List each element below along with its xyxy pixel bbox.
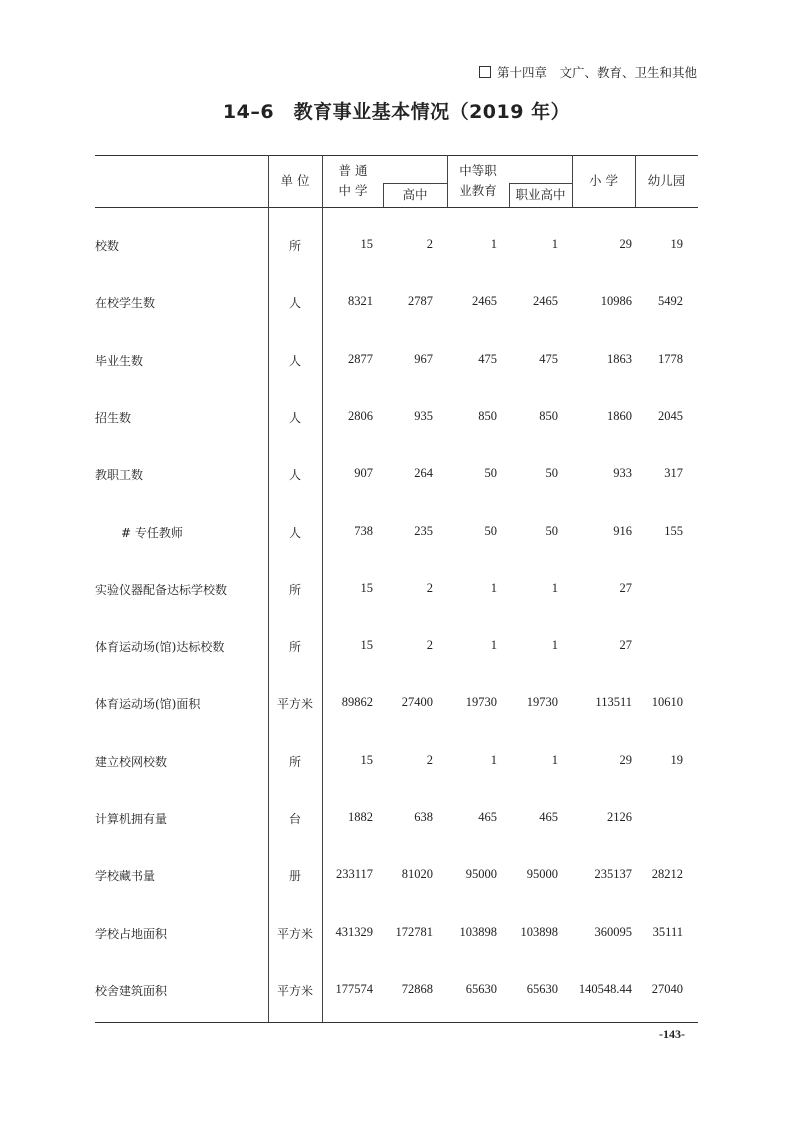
header-primary: 小 学 <box>589 173 618 188</box>
row-value: 1863 <box>607 351 632 366</box>
row-value: 2126 <box>607 810 632 824</box>
row-value: 465 <box>478 810 497 824</box>
row-value: 19 <box>670 237 683 251</box>
row-value: 1860 <box>607 408 632 423</box>
row-value: 177574 <box>335 981 373 996</box>
row-value: 19730 <box>465 695 497 710</box>
header-divider <box>447 155 448 207</box>
row-label: 毕业生数 <box>95 353 144 368</box>
row-value: 2 <box>426 237 433 251</box>
row-value: 95000 <box>526 867 558 882</box>
row-value: 50 <box>545 523 558 538</box>
row-unit: 人 <box>288 468 301 483</box>
row-value: 235137 <box>594 867 632 882</box>
row-label: 学校藏书量 <box>95 869 156 884</box>
row-label: 校数 <box>95 239 120 253</box>
header-kindergarten: 幼儿园 <box>647 173 686 188</box>
page-title: 14–6 教育事业基本情况（2019 年） <box>222 101 571 123</box>
row-value: 475 <box>539 351 558 366</box>
row-value: 15 <box>360 752 373 767</box>
row-value: 50 <box>545 466 558 481</box>
row-value: 65630 <box>526 981 558 996</box>
table-header-rule <box>95 207 698 208</box>
row-value: 1 <box>490 752 497 767</box>
row-value: 89862 <box>341 695 373 710</box>
page-number: -143- <box>659 1027 685 1041</box>
header-subrule <box>383 183 447 184</box>
table-row <box>95 466 698 486</box>
row-value: 15 <box>360 638 373 653</box>
table-row <box>95 581 698 601</box>
row-value: 5492 <box>658 294 683 309</box>
row-value: 233117 <box>335 867 373 882</box>
running-head <box>479 63 697 81</box>
row-value: 72868 <box>401 981 433 996</box>
row-value: 2465 <box>533 294 558 309</box>
row-value: 2045 <box>658 408 683 423</box>
row-label: 教职工数 <box>95 468 144 483</box>
row-value: 465 <box>539 810 558 824</box>
row-value: 2806 <box>348 408 373 423</box>
row-value: 172781 <box>395 924 433 939</box>
row-unit: 平方米 <box>276 926 313 941</box>
row-label: # 专任教师 <box>121 525 183 540</box>
row-value: 2 <box>426 638 433 653</box>
row-value: 317 <box>664 466 683 481</box>
table-row <box>95 982 698 1002</box>
row-value: 27 <box>619 580 632 595</box>
row-unit: 平方米 <box>276 983 313 998</box>
row-value: 140548.44 <box>578 981 632 996</box>
row-value: 235 <box>414 523 433 538</box>
table-row <box>95 867 698 887</box>
row-value: 850 <box>478 408 497 423</box>
row-value: 850 <box>539 408 558 423</box>
row-label: 体育运动场(馆)面积 <box>95 697 201 712</box>
row-value: 19730 <box>526 695 558 710</box>
row-value: 1 <box>551 638 558 653</box>
row-value: 907 <box>354 466 373 481</box>
header-high-school: 高中 <box>402 187 428 202</box>
row-value: 8321 <box>348 294 373 309</box>
row-value: 1 <box>490 638 497 653</box>
row-unit: 人 <box>288 296 301 311</box>
header-general-middle-1: 普 通 <box>338 163 368 178</box>
row-value: 113511 <box>595 695 632 710</box>
header-secondary-vocational-1: 中等职 <box>459 163 497 178</box>
row-unit: 人 <box>288 353 301 368</box>
statistics-table <box>95 155 698 1023</box>
table-row <box>95 409 698 429</box>
table-row <box>95 524 698 544</box>
row-value: 50 <box>484 466 497 481</box>
row-label: 校舍建筑面积 <box>95 983 168 998</box>
table-top-rule <box>95 155 698 156</box>
row-value: 2465 <box>472 294 497 309</box>
table-row <box>95 925 698 945</box>
table-row <box>95 810 698 830</box>
row-value: 1 <box>551 580 558 595</box>
row-value: 10610 <box>651 695 683 710</box>
table-row <box>95 237 698 257</box>
row-value: 103898 <box>459 924 497 939</box>
row-value: 27 <box>619 638 632 653</box>
row-value: 738 <box>354 523 373 538</box>
row-value: 10986 <box>600 294 632 309</box>
square-icon <box>479 66 491 78</box>
row-value: 28212 <box>651 867 683 882</box>
row-value: 50 <box>484 523 497 538</box>
row-label: 建立校网校数 <box>95 754 168 769</box>
row-value: 29 <box>619 237 632 251</box>
row-label: 招生数 <box>95 410 132 425</box>
row-value: 27400 <box>401 695 433 710</box>
row-value: 15 <box>360 580 373 595</box>
row-value: 967 <box>414 351 433 366</box>
row-value: 638 <box>414 810 433 824</box>
row-label: 学校占地面积 <box>95 926 168 941</box>
row-value: 35111 <box>652 924 683 939</box>
row-value: 1 <box>490 237 497 251</box>
row-label: 实验仪器配备达标学校数 <box>95 582 228 597</box>
row-value: 264 <box>414 466 433 481</box>
header-secondary-vocational-2: 业教育 <box>459 183 497 198</box>
row-unit: 人 <box>288 525 301 540</box>
row-value: 27040 <box>651 981 683 996</box>
row-value: 2 <box>426 580 433 595</box>
table-row <box>95 352 698 372</box>
header-vocational-high: 职业高中 <box>515 187 566 202</box>
row-value: 81020 <box>401 867 433 882</box>
row-value: 155 <box>664 523 683 538</box>
row-value: 1778 <box>658 351 683 366</box>
row-value: 65630 <box>465 981 497 996</box>
row-value: 933 <box>613 466 632 481</box>
running-head-text: 第十四章 文广、教育、卫生和其他 <box>496 65 697 80</box>
table-row <box>95 753 698 773</box>
row-value: 1 <box>490 580 497 595</box>
row-unit: 平方米 <box>276 697 313 712</box>
row-value: 15 <box>360 237 373 251</box>
row-value: 1882 <box>348 810 373 824</box>
table-bottom-rule <box>95 1022 698 1023</box>
row-unit: 册 <box>288 869 301 884</box>
row-unit: 所 <box>288 582 301 597</box>
row-value: 916 <box>613 523 632 538</box>
row-unit: 台 <box>288 812 301 826</box>
row-value: 935 <box>414 408 433 423</box>
row-value: 103898 <box>520 924 558 939</box>
row-value: 2787 <box>408 294 433 309</box>
table-row <box>95 294 698 314</box>
row-label: 计算机拥有量 <box>95 812 168 826</box>
row-value: 431329 <box>335 924 373 939</box>
table-row <box>95 638 698 658</box>
row-label: 在校学生数 <box>95 296 156 311</box>
row-value: 2877 <box>348 351 373 366</box>
row-value: 1 <box>551 752 558 767</box>
row-value: 2 <box>426 752 433 767</box>
header-unit: 单 位 <box>280 173 310 188</box>
row-value: 95000 <box>465 867 497 882</box>
row-value: 475 <box>478 351 497 366</box>
row-value: 360095 <box>594 924 632 939</box>
header-general-middle-2: 中 学 <box>338 183 368 198</box>
row-unit: 所 <box>288 640 301 655</box>
row-label: 体育运动场(馆)达标校数 <box>95 640 225 655</box>
row-unit: 人 <box>288 410 301 425</box>
row-unit: 所 <box>288 754 301 769</box>
row-value: 19 <box>670 752 683 767</box>
row-unit: 所 <box>288 239 301 253</box>
row-value: 1 <box>551 237 558 251</box>
header-subrule <box>509 183 572 184</box>
row-value: 29 <box>619 752 632 767</box>
table-row <box>95 695 698 715</box>
